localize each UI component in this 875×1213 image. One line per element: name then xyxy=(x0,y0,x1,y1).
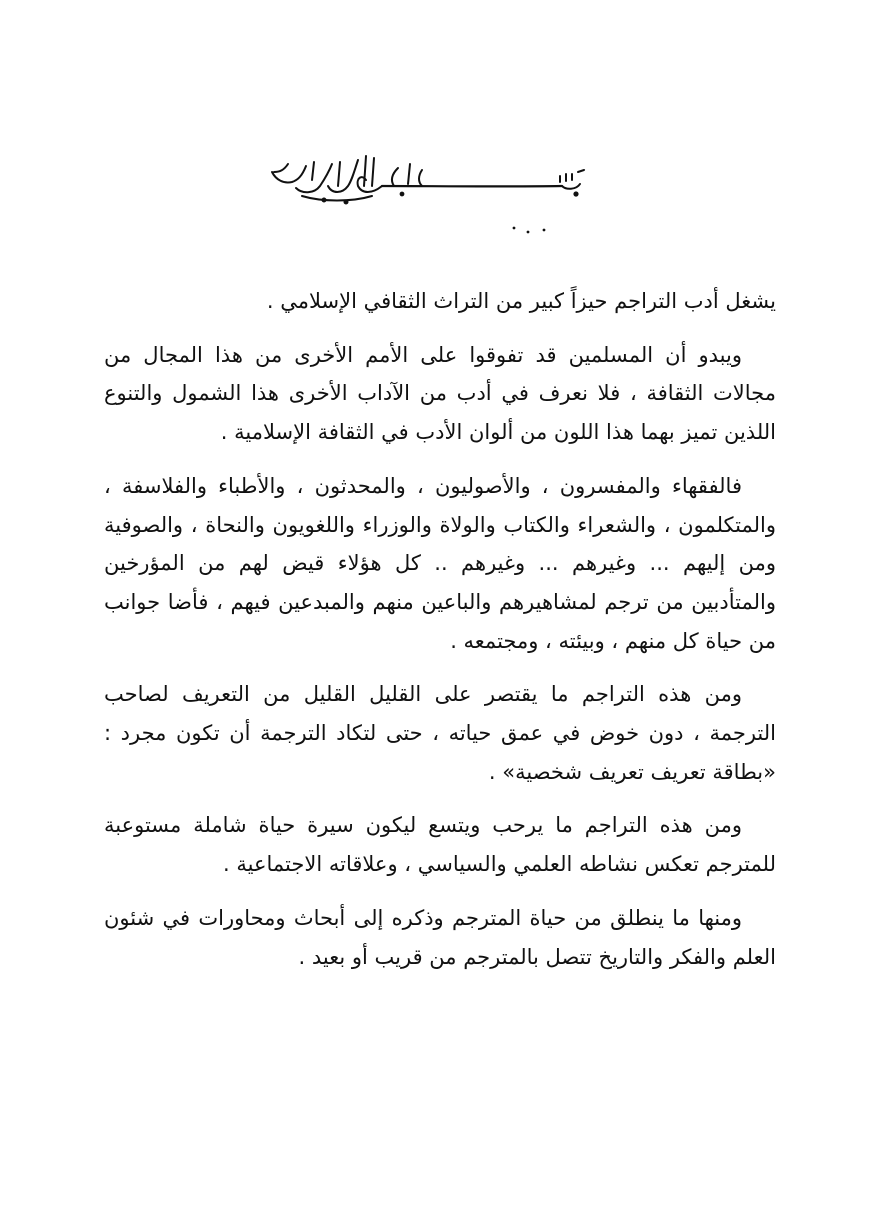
ornament-dots-icon xyxy=(510,222,550,236)
paragraph: ومنها ما ينطلق من حياة المترجم وذكره إلى أبحاث ومحاورات في شئون العلم والفكر والتاريخ تتصل بالمترجم من قريب أو بعيد . xyxy=(104,905,776,969)
paragraph: ومن هذه التراجم ما يقتصر على القليل القليل من التعريف لصاحب الترجمة ، دون خوض في عمق حياته ، حتى لتكاد الترجمة أن تكون مجرد : «بطاقة تعريف تعريف شخصية» . xyxy=(104,682,776,784)
paragraph: ومن هذه التراجم ما يرحب ويتسع ليكون سيرة حياة شاملة مستوعبة للمترجم تعكس نشاطه العلمي والسياسي ، وعلاقاته الاجتماعية . xyxy=(104,813,776,877)
basmala-calligraphy-icon xyxy=(262,150,588,210)
paragraph: ويبدو أن المسلمين قد تفوقوا على الأمم الأخرى من هذا المجال من مجالات الثقافة ، فلا نعرف في أدب من الآداب الأخرى هذا الشمول والتنوع اللذين تميز بهما هذا اللون من ألوان الأدب في الثقافة الإسلامية . xyxy=(104,342,776,445)
basmala-dots xyxy=(510,221,550,235)
body-text xyxy=(104,282,776,976)
paragraph: فالفقهاء والمفسرون ، والأصوليون ، والمحدثون ، والأطباء والفلاسفة ، والمتكلمون ، والشعراء والكتاب والولاة والوزراء واللغويون والنحاة ، والصوفية ومن إليهم ... وغيرهم ... وغيرهم .. كل هؤلاء قيض لهم من المؤرخين والمتأدبين من ترجم لمشاهيرهم والباعين منهم والمبدعين فيهم ، فأضا جوانب من حياة كل منهم ، وبيئته ، ومجتمعه . xyxy=(104,473,776,653)
paragraph: يشغل أدب التراجم حيزاً كبير من التراث الثقافي الإسلامي . xyxy=(266,289,776,313)
basmala-calligraphy xyxy=(262,150,588,210)
